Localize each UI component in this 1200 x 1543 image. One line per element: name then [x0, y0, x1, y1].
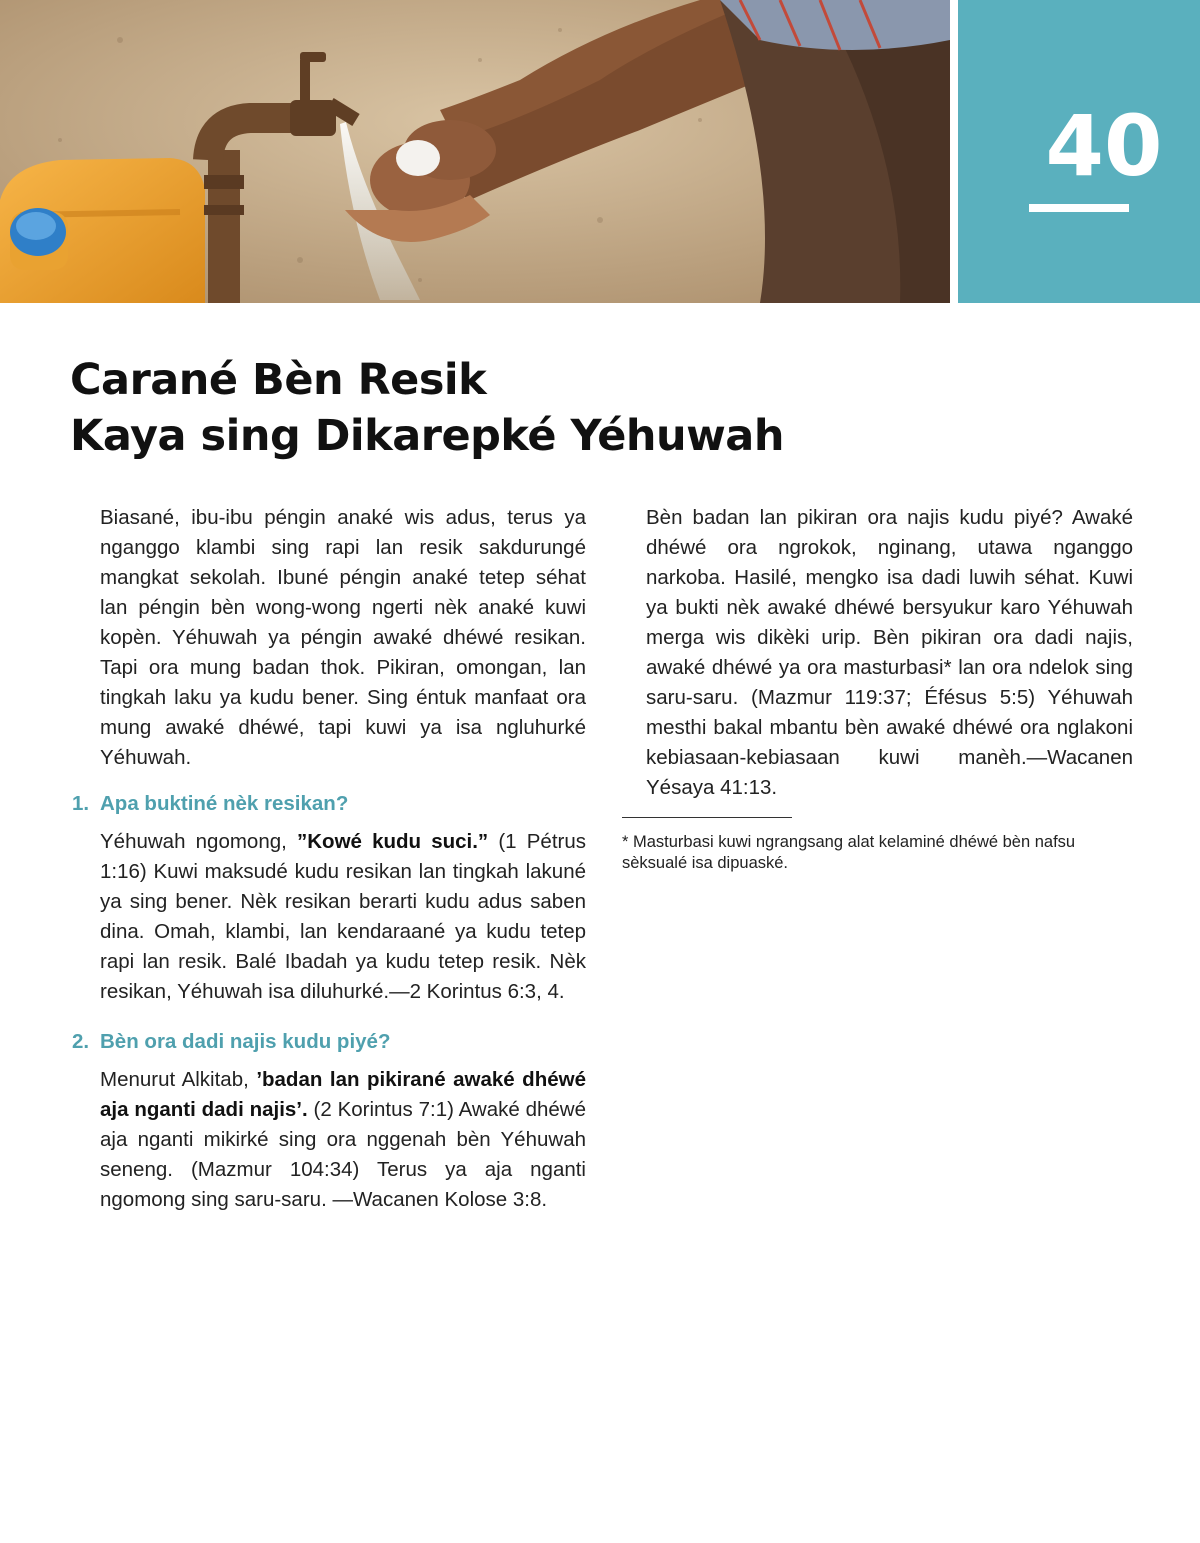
question-number-2: 2. [72, 1030, 90, 1053]
section-1-bold-quote: ”Kowé kudu suci.” [297, 830, 489, 853]
footnote: * Masturbasi kuwi ngrangsang alat kelaminé dhéwé bèn nafsu sèksualé isa dipuaské. [622, 833, 1076, 872]
page-title [70, 352, 930, 464]
section-2-text-after: (2 Korintus 7:1) Awaké dhéwé aja nganti mikirké sing ora nggenah bèn Yéhuwah seneng. (Mazmur 104:34) Terus ya aja nganti ngomong sing saru-saru. —Wacanen Kolose 3:8. [100, 1098, 586, 1211]
intro-paragraph: Biasané, ibu-ibu péngin anaké wis adus, terus ya nganggo klambi sing rapi lan resik sakdurungé mangkat sekolah. Ibuné péngin anaké tetep séhat lan péngin bèn wong-wong ngerti nèk anaké kuwi kopèn. Yéhuwah ya péngin awaké dhéwé resikan. Tapi ora mung badan thok. Pikiran, omongan, lan tingkah laku ya kudu bener. Sing éntuk manfaat ora mung awaké dhéwé, tapi kuwi ya isa ngluhurké Yéhuwah. [100, 506, 586, 769]
footnote-divider [622, 817, 792, 818]
hero-photo-handwashing [0, 0, 950, 303]
question-heading-2 [72, 1027, 586, 1057]
section-2-text-before: Menurut Alkitab, [100, 1068, 257, 1091]
section-1-text-after: (1 Pétrus 1:16) Kuwi maksudé kudu resikan lan tingkah lakuné ya sing bener. Nèk resikan berarti kudu adus saben dina. Omah, klambi, lan kendaraané ya kudu tetep rapi lan resik. Balé Ibadah ya kudu tetep resik. Nèk resikan, Yéhuwah isa diluhurké.—2 Korintus 6:3, 4. [100, 830, 586, 1003]
title-line-1: Carané Bèn Resik [70, 355, 487, 405]
right-column [622, 503, 1133, 874]
question-text-1: Apa buktiné nèk resikan? [100, 792, 349, 815]
left-column [72, 503, 586, 1215]
title-line-2: Kaya sing Dikarepké Yéhuwah [70, 411, 784, 461]
question-heading-1 [72, 789, 586, 819]
question-number-1: 1. [72, 792, 90, 815]
right-paragraph: Bèn badan lan pikiran ora najis kudu piyé? Awaké dhéwé ora ngrokok, nginang, utawa nganggo narkoba. Hasilé, mengko isa dadi luwih séhat. Kuwi ya bukti nèk awaké dhéwé bersyukur karo Yéhuwah merga wis dikèki urip. Bèn pikiran ora dadi najis, awaké dhéwé ya ora masturbasi* lan ora ndelok sing saru-saru. (Mazmur 119:37; Éfésus 5:5) Yéhuwah mesthi bakal mbantu bèn awaké dhéwé ora nglakoni kebiasaan-kebiasaan kuwi manèh.—Wacanen Yésaya 41:13. [646, 506, 1133, 799]
section-1-paragraph [100, 827, 586, 1007]
lesson-number-underline [1029, 204, 1129, 212]
section-2-bold-quote: ’badan lan pikirané awaké dhéwé aja nganti dadi najis’. [100, 1068, 586, 1121]
handwashing-illustration [0, 0, 950, 303]
lesson-number: 40 [1045, 97, 1163, 195]
lesson-number-badge [958, 0, 1200, 303]
section-1-text-before: Yéhuwah ngomong, [100, 830, 297, 853]
question-text-2: Bèn ora dadi najis kudu piyé? [100, 1030, 391, 1053]
section-2-paragraph [100, 1065, 586, 1215]
